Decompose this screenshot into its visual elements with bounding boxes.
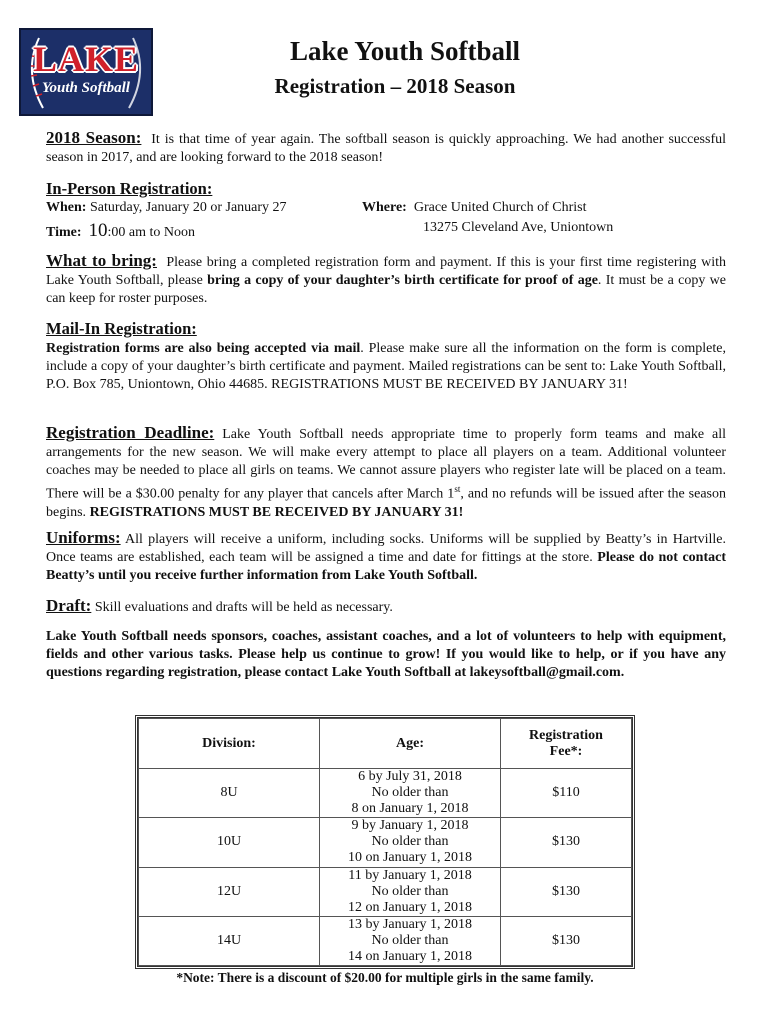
age-header: Age: [320,719,501,769]
fee-table [138,718,632,966]
draft-section [46,597,726,617]
deadline-text1: Lake Youth Softball needs appropriate time to properly form teams and make all arrangements for the new season. We will make every attempt to place all players on a team. Additional volunteer coaches may be needed to place all girls on teams. We cannot assure players who register late will be placed on a team. There will be a $30.00 penalty for any player that cancels after March 1 [46,427,727,502]
uniforms-bold: Please do not contact Beatty’s until you receive further information from Lake Youth Softball. [46,550,727,583]
age-line: 9 by January 1, 2018 [351,818,469,834]
where-line1: Grace United Church of Christ [413,200,587,215]
division-header: Division: [139,719,320,769]
when-value: Saturday, January 20 or January 27 [89,200,287,215]
age-line: 6 by July 31, 2018 [358,769,462,785]
bring-text1: Please bring a completed registration form and payment. If this is your first time registering with Lake Youth Softball, please [46,255,727,288]
in-person-heading: In-Person Registration: [46,179,213,198]
page-title: Lake Youth Softball [289,36,521,66]
age-line: 13 by January 1, 2018 [347,916,473,932]
mail-bold: Registration forms are also being accepted via mail [46,341,361,356]
fee-header-text: Registration Fee*: [529,727,603,759]
age-line: No older than [371,932,449,948]
division-cell: 10U [139,818,320,867]
uniforms-section [46,529,726,585]
season-text: It is that time of year again. The softball season is quickly approaching. We had another successful season in 2017, and are looking forward to the 2018 season! [46,132,727,165]
draft-text: Skill evaluations and drafts will be held as necessary. [91,600,393,615]
fee-cell: $130 [501,867,632,916]
age-cell [320,916,501,965]
mail-heading: Mail-In Registration: [46,319,197,338]
where-label: Where: [362,200,407,215]
mail-section [46,320,726,394]
time-rest: :00 am to Noon [107,225,196,240]
discount-note: *Note: There is a discount of $20.00 for multiple girls in the same family. [176,970,594,985]
age-line: No older than [371,883,449,899]
sponsors-section: Lake Youth Softball needs sponsors, coaches, assistant coaches, and a lot of volunteers to help with equipment, fields and other various tasks. Please help us continue to grow! If you would like to help, or if you have any questions regarding registration, please contact Lake Youth Softball at lakeysoftball@gmail.com. [46,629,726,680]
bring-text2: . It must be a copy we can keep for roster purposes. [46,273,726,306]
deadline-sup: st [454,484,461,494]
table-row [139,769,632,818]
mail-text: . Please make sure all the information on the form is complete, include a copy of your daughter’s birth certificate and payment. Mailed registrations can be sent to: Lake Youth Softball, P.O. Box 785, Uniontown, Ohio 44685. REGISTRATIONS MUST BE RECEIVED BY JANUARY 31! [46,341,726,392]
age-line: 12 on January 1, 2018 [347,899,473,915]
fee-header [501,719,632,769]
age-line: 14 on January 1, 2018 [347,948,473,964]
age-line: 10 on January 1, 2018 [347,850,473,866]
when-row [46,200,287,216]
table-header-row [139,719,632,769]
age-line: 8 on January 1, 2018 [351,801,469,817]
page-subtitle: Registration – 2018 Season [274,74,516,98]
fee-cell: $110 [501,769,632,818]
table-row [139,867,632,916]
time-label: Time: [46,225,82,240]
fee-cell: $130 [501,916,632,965]
time-hour: 10 [88,220,108,241]
table-row [139,818,632,867]
where-line2: 13275 Cleveland Ave, Uniontown [423,220,614,235]
lake-youth-softball-logo [19,28,153,116]
deadline-section [46,424,726,522]
fee-cell: $130 [501,818,632,867]
logo-subtext: Youth Softball [42,80,130,96]
bring-heading: What to bring: [46,251,157,270]
division-cell: 12U [139,867,320,916]
division-cell: 8U [139,769,320,818]
fee-table-wrap [135,715,635,969]
in-person-heading-wrap [46,180,726,200]
age-line: 11 by January 1, 2018 [348,867,472,883]
bring-section [46,252,726,308]
deadline-bold: REGISTRATIONS MUST BE RECEIVED BY JANUARY 31! [89,504,464,520]
division-cell: 14U [139,916,320,965]
where-row [362,200,586,216]
age-cell [320,769,501,818]
when-label: When: [46,200,87,215]
uniforms-heading: Uniforms: [46,528,121,547]
draft-heading: Draft: [46,596,92,615]
deadline-text2: , and no refunds will be issued after the season begins. [46,486,726,520]
season-section [46,129,726,167]
age-cell [320,818,501,867]
age-cell [320,867,501,916]
table-row [139,916,632,965]
bring-bold: bring a copy of your daughter’s birth certificate for proof of age [207,273,598,288]
deadline-heading: Registration Deadline: [46,423,215,442]
age-line: No older than [371,834,449,850]
uniforms-text: All players will receive a uniform, including socks. Uniforms will be supplied by Beatty’s in Hartville. Once teams are established, each team will be assigned a time and date for fittings at the store. [46,532,726,565]
age-line: No older than [371,785,449,801]
logo-text: LAKE [32,39,140,79]
season-heading: 2018 Season: [46,128,142,147]
time-row [46,220,195,242]
